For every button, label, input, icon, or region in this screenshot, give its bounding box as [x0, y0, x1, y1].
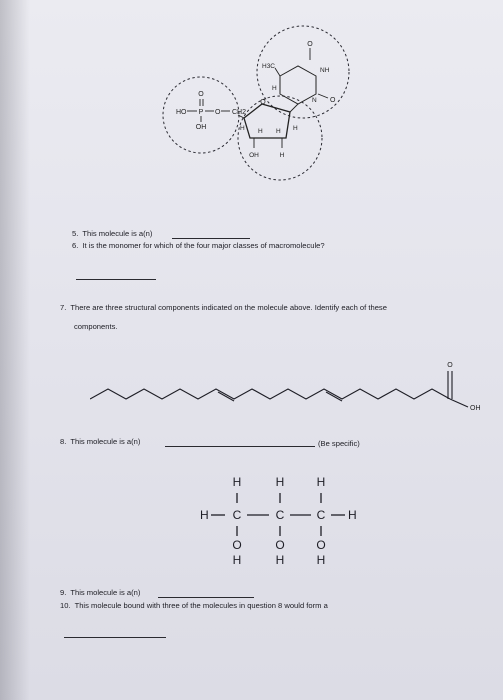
phosphate-o-link: O [215, 109, 221, 116]
sugar-h1: H [240, 125, 245, 132]
question-9-text: This molecule is a(n) [70, 588, 141, 597]
glycerol-c-3: C [316, 508, 326, 522]
phosphate-oh: OH [195, 124, 207, 131]
answer-blank-10[interactable] [64, 637, 166, 638]
sugar-oh: OH [249, 152, 259, 159]
question-7-line1: There are three structural components indicated on the molecule above. Identify each of these [70, 303, 387, 312]
question-6-number: 6. [72, 241, 79, 250]
base-nh: NH [320, 67, 330, 74]
base-o-right: O [330, 97, 336, 104]
nucleotide-structure [150, 20, 370, 185]
question-5-text: This molecule is a(n) [82, 229, 153, 238]
glycerol-top-h-1: H [232, 475, 242, 489]
sugar-h3: H [276, 128, 281, 135]
answer-blank-5[interactable] [172, 238, 250, 239]
glycerol-left-h: H [200, 508, 209, 522]
glycerol-c-1: C [232, 508, 242, 522]
question-8-hint-text: (Be specific) [318, 439, 360, 448]
question-10 [60, 601, 328, 610]
base-h3c: H3C [262, 63, 276, 70]
glycerol-o-2: O [275, 538, 285, 552]
question-7-line2: components. [74, 322, 118, 331]
glycerol-bottom-h-2: H [275, 553, 285, 567]
question-5-number: 5. [72, 229, 79, 238]
base-o-top: O [307, 41, 313, 48]
glycerol-top-h-3: H [316, 475, 326, 489]
question-6-text: It is the monomer for which of the four major classes of macromolecule? [82, 241, 325, 250]
question-8-text: This molecule is a(n) [70, 437, 141, 446]
fatty-acid-o: O [447, 362, 453, 369]
answer-blank-9[interactable] [158, 597, 254, 598]
question-8-hint [318, 439, 360, 448]
fatty-acid-structure [90, 355, 490, 415]
phosphate-p: P [198, 109, 204, 116]
question-9 [60, 588, 140, 597]
question-7-continued [74, 322, 117, 331]
sugar-h4: H [293, 125, 298, 132]
phosphate-o-top: O [198, 91, 204, 98]
fatty-acid-oh: OH [470, 405, 481, 412]
question-8-number: 8. [60, 437, 67, 446]
glycerol-c-2: C [275, 508, 285, 522]
ch2-label: CH2 [232, 109, 247, 116]
glycerol-structure [180, 468, 380, 578]
page-shadow [0, 0, 30, 700]
phosphate-ho: HO [176, 109, 187, 116]
question-5 [72, 229, 152, 238]
question-10-number: 10. [60, 601, 71, 610]
question-7 [60, 303, 387, 312]
sugar-h2: H [258, 128, 263, 135]
base-n: N [312, 97, 317, 104]
glycerol-o-1: O [232, 538, 242, 552]
answer-blank-8[interactable] [165, 446, 315, 447]
ring-o: O [260, 99, 266, 106]
glycerol-o-3: O [316, 538, 326, 552]
question-8 [60, 437, 140, 446]
sugar-h5: H [279, 152, 285, 159]
question-9-number: 9. [60, 588, 67, 597]
question-6 [72, 241, 325, 250]
glycerol-bottom-h-1: H [232, 553, 242, 567]
question-10-text: This molecule bound with three of the molecules in question 8 would form a [74, 601, 328, 610]
glycerol-right-h: H [348, 508, 357, 522]
glycerol-top-h-2: H [275, 475, 285, 489]
base-h6: H [272, 85, 277, 92]
question-7-number: 7. [60, 303, 67, 312]
glycerol-bottom-h-3: H [316, 553, 326, 567]
answer-blank-6[interactable] [76, 279, 156, 280]
